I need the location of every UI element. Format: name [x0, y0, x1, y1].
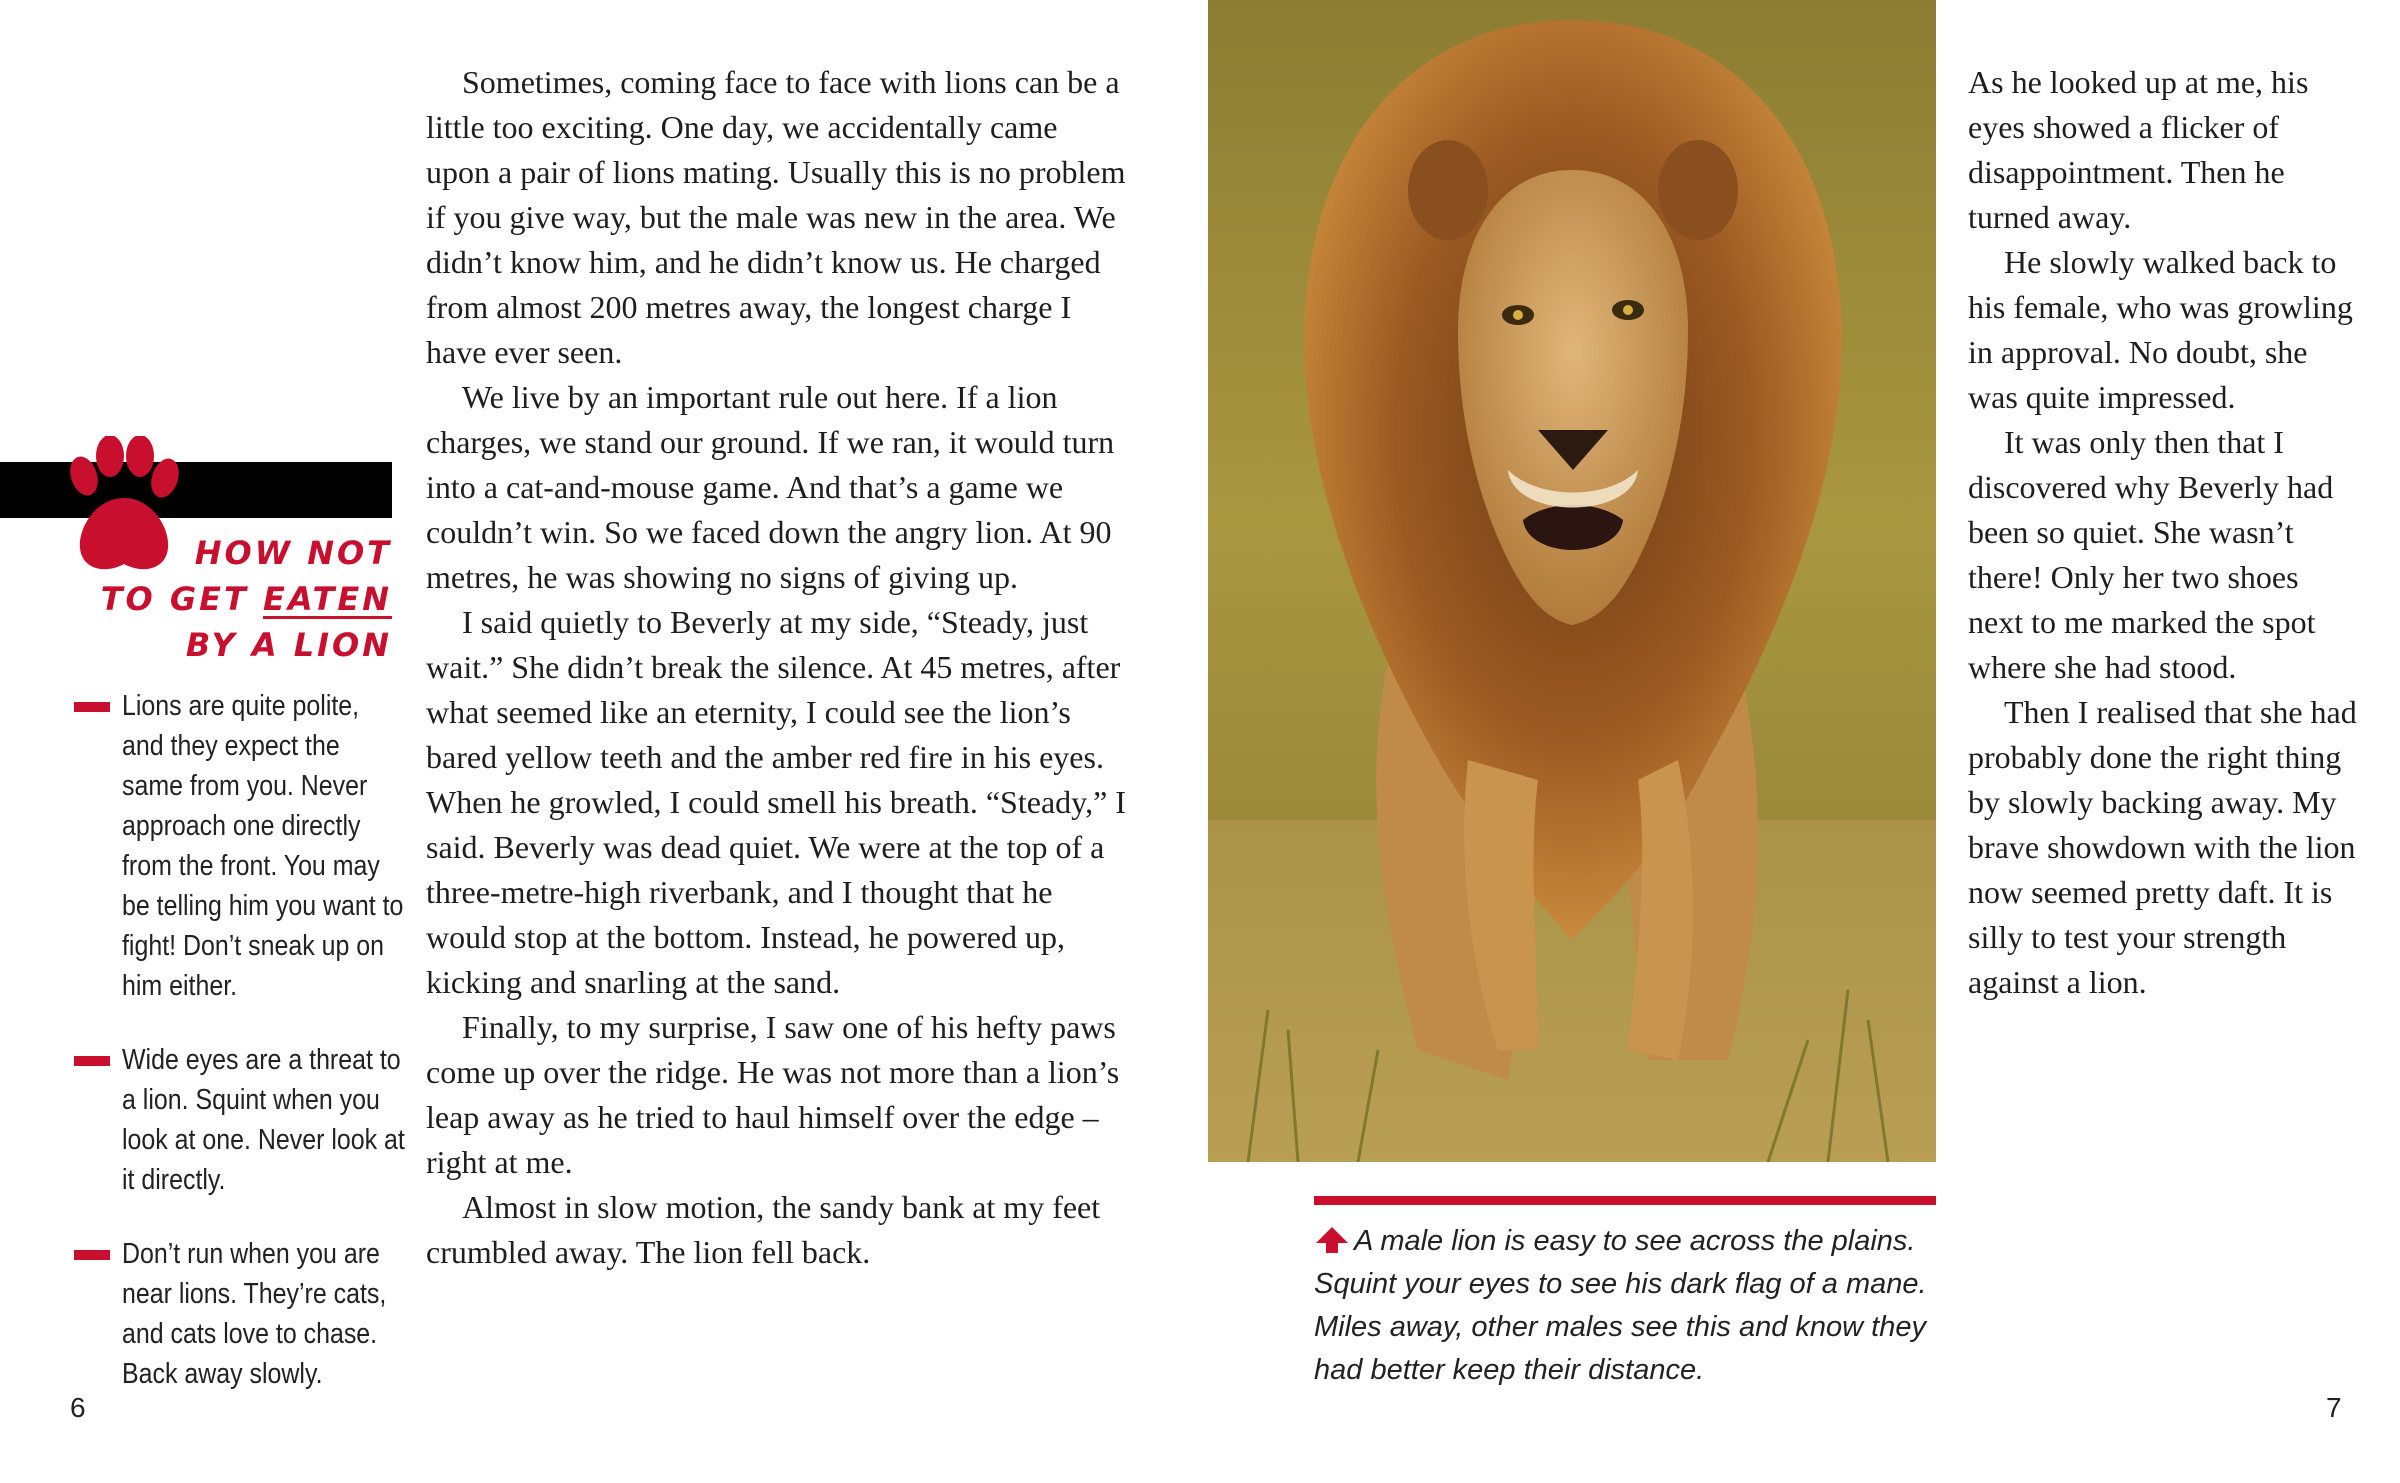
tip-item: [72, 1234, 398, 1394]
paragraph: We live by an important rule out here. If a lion charges, we stand our ground. If we ran, it would turn into a cat-and-mouse game. And that’s a game we couldn’t win. So we faced down the angry lion. At 90 metres, he was showing no signs of giving up.: [426, 379, 1115, 595]
arrow-up-icon: [1314, 1225, 1350, 1255]
tip-bullet: [74, 702, 110, 712]
sidebar-title-line3: BY A LION: [185, 626, 392, 664]
caption-rule: [1314, 1196, 1936, 1205]
paragraph: Then I realised that she had probably done the right thing by slowly backing away. My brave showdown with the lion now seemed pretty daft. It is silly to test your strength against a lion.: [1968, 694, 2357, 1000]
sidebar-tips: [72, 686, 405, 1428]
paragraph: It was only then that I discovered why Beverly had been so quiet. She wasn’t there! Only her two shoes next to me marked the spot where she had stood.: [1968, 424, 2334, 685]
page-number-left: 6: [70, 1392, 86, 1423]
caption-text: A male lion is easy to see across the plains. Squint your eyes to see his dark flag of a mane. Miles away, other males see this and know they had better keep their distance.: [1314, 1225, 1927, 1386]
tip-text: Don’t run when you are near lions. They’re cats, and cats love to chase. Back away slowly.: [122, 1238, 387, 1390]
photo-caption: [1314, 1220, 1954, 1392]
paragraph: Almost in slow motion, the sandy bank at my feet crumbled away. The lion fell back.: [426, 1189, 1101, 1270]
tip-item: [72, 686, 404, 1006]
tip-text: Lions are quite polite, and they expect the same from you. Never approach one directly from the front. You may be telling him you want to fight! Don’t sneak up on him either.: [122, 690, 404, 1002]
sidebar-title-line2b: EATEN: [262, 580, 392, 618]
sidebar-title-line2a: TO GET: [100, 580, 263, 618]
paragraph: Sometimes, coming face to face with lions can be a little too exciting. One day, we accidentally came upon a pair of lions mating. Usually this is no problem if you give way, but the male was new in the area. We didn’t know him, and he didn’t know us. He charged from almost 200 metres away, the longest charge I have ever seen.: [426, 64, 1126, 370]
left-text-column: [426, 60, 1126, 1275]
paragraph: I said quietly to Beverly at my side, “Steady, just wait.” She didn’t break the silence. At 45 metres, after what seemed like an eternity, I could see the lion’s bared yellow teeth and the amber red fire in his eyes. When he growled, I could smell his breath. “Steady,” I said. Beverly was dead quiet. We were at the top of a three-metre-high riverbank, and I thought that he would stop at the bottom. Instead, he powered up, kicking and snarling at the sand.: [426, 604, 1126, 1000]
tip-bullet: [74, 1250, 110, 1260]
sidebar-title: [62, 530, 392, 668]
page-number-right: 7: [2326, 1392, 2342, 1423]
sidebar-title-line1: HOW NOT: [194, 534, 392, 572]
paragraph: As he looked up at me, his eyes showed a flicker of disappointment. Then he turned away.: [1968, 64, 2309, 235]
sidebar-title-line2: [62, 576, 392, 622]
tip-bullet: [74, 1056, 110, 1066]
right-text-column: [1968, 60, 2358, 1005]
lion-photo: [1208, 0, 1936, 1162]
paragraph: He slowly walked back to his female, who was growling in approval. No doubt, she was quite impressed.: [1968, 244, 2353, 415]
tip-text: Wide eyes are a threat to a lion. Squint when you look at one. Never look at it directly.: [122, 1044, 405, 1196]
tip-item: [72, 1040, 405, 1200]
sidebar-black-bar: [0, 462, 392, 518]
paragraph: Finally, to my surprise, I saw one of his hefty paws come up over the ridge. He was not more than a lion’s leap away as he tried to haul himself over the edge – right at me.: [426, 1009, 1120, 1180]
